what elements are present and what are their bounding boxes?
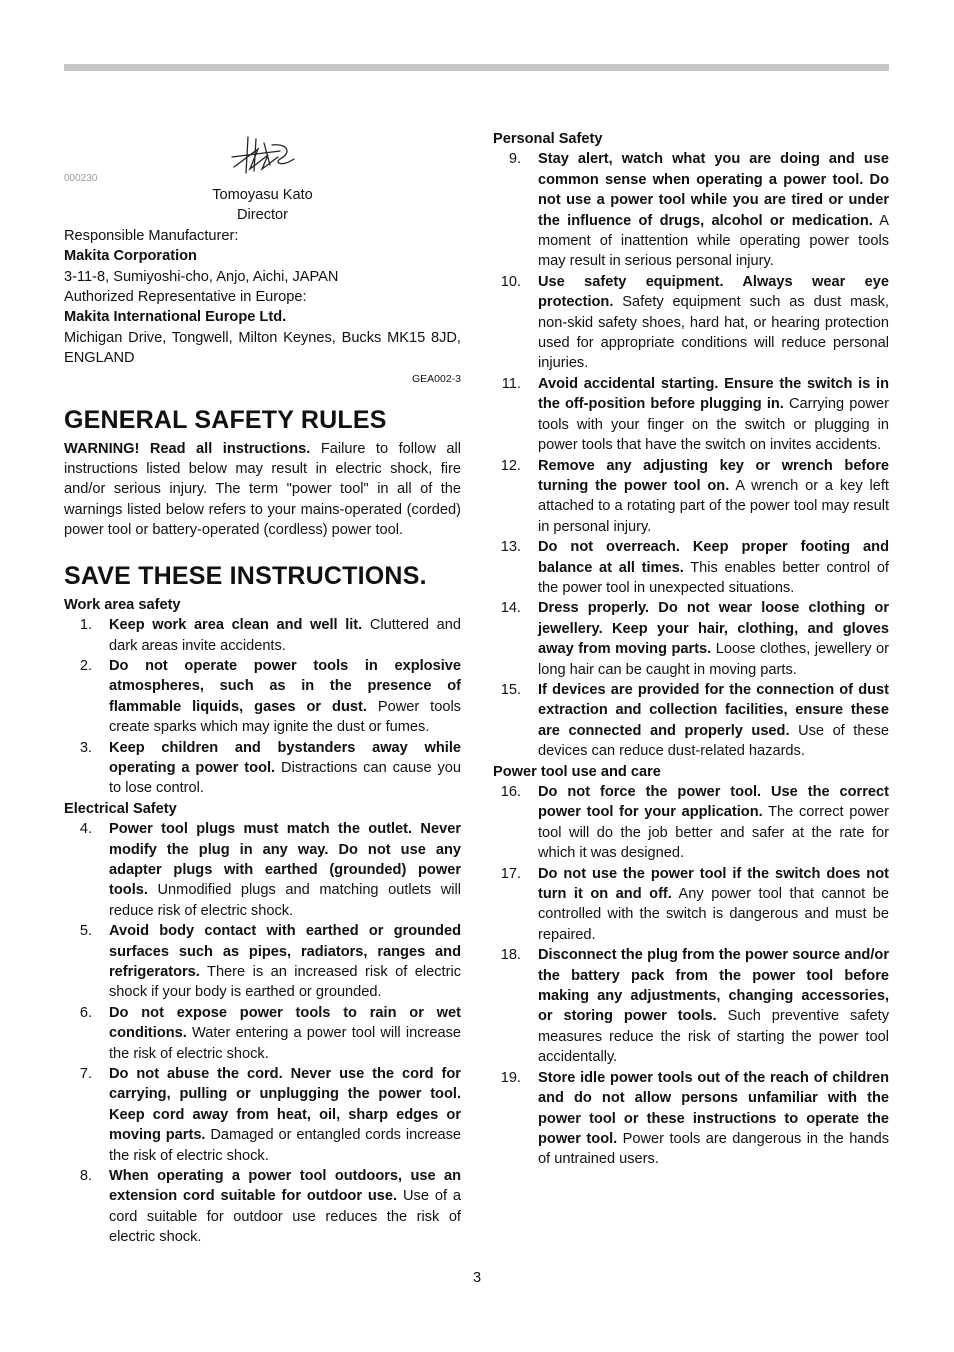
item-text: Water entering a power tool will increase the risk of electric shock. (109, 1025, 461, 1062)
item-number: 1. (79, 617, 92, 634)
warning-body: Failure to follow all instructions listed below may result in electric shock, fire and/or serious injury. The term "power tool" in all of the warnings listed below refers to your mains-operated (corded) power tool or battery-operated (cordless) power tool. (64, 440, 461, 539)
item-text: This enables better control of the power tool in unexpected situations. (538, 559, 889, 596)
manufacturer-address: 3-11-8, Sumiyoshi-cho, Anjo, Aichi, JAPAN (64, 268, 339, 285)
list-item (64, 921, 461, 1003)
item-number: 14. (500, 600, 521, 617)
work-area-list (64, 615, 461, 799)
list-item (493, 945, 889, 1067)
electrical-list (64, 819, 461, 1248)
representative-label: Authorized Representative in Europe: (64, 289, 307, 306)
signature-icon (228, 135, 298, 177)
item-number: 12. (500, 457, 521, 474)
list-item (493, 456, 889, 538)
manufacturer-company: Makita Corporation (64, 248, 197, 265)
item-bold: Stay alert, watch what you are doing and use common sense when operating a power tool. Do not use a power tool while you are tired or under the influence of drugs, alcohol or medication. (538, 151, 889, 229)
item-number: 18. (500, 947, 521, 964)
item-text: Such preventive safety measures reduce the risk of starting the power tool accidentally. (538, 1008, 889, 1066)
warning-lead: WARNING! Read all instructions. (64, 440, 311, 457)
item-bold: Do not abuse the cord. Never use the cord for carrying, pulling or unplugging the power tool. Keep cord away from heat, oil, sharp edges or moving parts. (109, 1066, 461, 1144)
item-number: 10. (500, 273, 521, 290)
item-number: 17. (500, 865, 521, 882)
item-number: 8. (79, 1168, 92, 1185)
item-number: 2. (79, 657, 92, 674)
signatory-role: Director (236, 207, 289, 224)
item-bold: Do not operate power tools in explosive atmospheres, such as in the presence of flammable liquids, gases or dust. (109, 657, 461, 715)
list-item (64, 656, 461, 738)
list-item (493, 537, 889, 598)
tool-use-list (493, 782, 889, 1170)
item-text: Unmodified plugs and matching outlets will reduce risk of electric shock. (109, 882, 461, 919)
section-title-personal: Personal Safety (493, 131, 603, 147)
signature-block (64, 129, 461, 185)
item-number: 7. (79, 1066, 92, 1083)
right-column (493, 129, 889, 1170)
item-bold: Keep children and bystanders away while operating a power tool. (109, 739, 461, 776)
item-text: Damaged or entangled cords increase the risk of electric shock. (109, 1127, 461, 1164)
item-number: 3. (79, 739, 92, 756)
signature-code: 000230 (64, 173, 98, 184)
list-item (493, 782, 889, 864)
item-number: 16. (500, 784, 521, 800)
personal-list (493, 149, 889, 761)
item-text: Carrying power tools with your finger on the switch or plugging in power tools that have the switch on invites accidents. (538, 396, 889, 454)
section-title-work-area: Work area safety (64, 596, 181, 613)
item-text: Power tools create sparks which may ignite the dust or fumes. (109, 698, 461, 736)
item-bold: Dress properly. Do not wear loose clothing or jewellery. Keep your hair, clothing, and gloves away from moving parts. (538, 600, 889, 658)
page-number: 3 (472, 1270, 482, 1286)
item-text: Loose clothes, jewellery or long hair can be caught in moving parts. (538, 641, 889, 678)
item-text: The correct power tool will do the job better and safer at the rate for which it was designed. (538, 804, 889, 862)
list-item (493, 1068, 889, 1170)
section-title-tool-use: Power tool use and care (493, 763, 661, 780)
item-text: Use of these devices can reduce dust-related hazards. (538, 722, 889, 760)
item-number: 13. (500, 539, 521, 556)
item-text: Distractions can cause you to lose control. (109, 759, 462, 797)
item-bold: Do not use the power tool if the switch does not turn it on and off. (538, 865, 889, 903)
item-bold: Remove any adjusting key or wrench before turning the power tool on. (538, 457, 889, 494)
item-bold: Store idle power tools out of the reach of children and do not allow persons unfamiliar with the power tool or these instructions to operate the power tool. (538, 1069, 889, 1147)
item-text: There is an increased risk of electric shock if your body is earthed or grounded. (109, 964, 461, 1001)
list-item (493, 272, 889, 374)
item-text: A wrench or a key left attached to a rotating part of the power tool may result in personal injury. (538, 477, 889, 535)
item-text: A moment of inattention while operating power tools may result in serious personal injury. (538, 212, 890, 270)
item-bold: Use safety equipment. Always wear eye protection. (538, 273, 889, 311)
general-safety-title: GENERAL SAFETY RULES (64, 405, 387, 434)
item-bold: Disconnect the plug from the power source and/or the battery pack from the power tool before making any adjustments, changing accessories, or storing power tools. (538, 947, 889, 1025)
item-text: Cluttered and dark areas invite accidents. (109, 617, 461, 654)
left-column (64, 129, 461, 1248)
item-text: Use of a cord suitable for outdoor use reduces the risk of electric shock. (109, 1188, 462, 1246)
item-bold: Avoid accidental starting. Ensure the switch is in the off-position before plugging in. (538, 375, 889, 413)
list-item (64, 615, 461, 656)
list-item (64, 738, 461, 799)
list-item (493, 149, 889, 271)
item-text: Any power tool that cannot be controlled with the switch is dangerous and must be repaired. (538, 886, 889, 943)
item-number: 4. (79, 821, 92, 838)
manufacturer-label: Responsible Manufacturer: (64, 227, 239, 244)
representative-company: Makita International Europe Ltd. (64, 309, 287, 326)
item-number: 9. (508, 151, 521, 168)
item-number: 15. (500, 681, 521, 698)
item-text: Safety equipment such as dust mask, non-skid safety shoes, hard hat, or hearing protection used for appropriate conditions will reduce personal injuries. (538, 294, 889, 372)
signatory-name: Tomoyasu Kato (212, 187, 313, 203)
save-instructions-title: SAVE THESE INSTRUCTIONS. (64, 561, 427, 590)
list-item (493, 864, 889, 946)
list-item (493, 598, 889, 680)
list-item (64, 819, 461, 921)
item-number: 6. (79, 1004, 92, 1021)
document-code: GEA002-3 (411, 372, 461, 385)
section-title-electrical: Electrical Safety (64, 800, 177, 817)
item-number: 19. (500, 1069, 521, 1086)
list-item (64, 1003, 461, 1064)
list-item (64, 1064, 461, 1166)
list-item (64, 1166, 461, 1248)
list-item (493, 680, 889, 762)
item-bold: Do not force the power tool. Use the correct power tool for your application. (538, 784, 889, 821)
item-number: 11. (501, 375, 521, 392)
item-bold: If devices are provided for the connection of dust extraction and collection facilities, ensure these are connected and properly used. (538, 681, 889, 739)
item-bold: Do not expose power tools to rain or wet conditions. (109, 1004, 461, 1042)
list-item (493, 374, 889, 456)
item-bold: Do not overreach. Keep proper footing and balance at all times. (538, 539, 889, 576)
item-bold: When operating a power tool outdoors, use an extension cord suitable for outdoor use. (109, 1168, 461, 1205)
item-bold: Keep work area clean and well lit. (109, 617, 363, 634)
item-bold: Power tool plugs must match the outlet. Never modify the plug in any way. Do not use any adapter plugs with earthed (grounded) power tools. (109, 821, 461, 899)
item-number: 5. (79, 923, 92, 940)
warning-paragraph (64, 439, 461, 541)
header-rule (64, 64, 889, 71)
representative-address: Michigan Drive, Tongwell, Milton Keynes, Bucks MK15 8JD, ENGLAND (64, 329, 461, 367)
item-bold: Avoid body contact with earthed or grounded surfaces such as pipes, radiators, ranges and refrigerators. (109, 923, 461, 980)
item-text: Power tools are dangerous in the hands of untrained users. (538, 1130, 889, 1168)
